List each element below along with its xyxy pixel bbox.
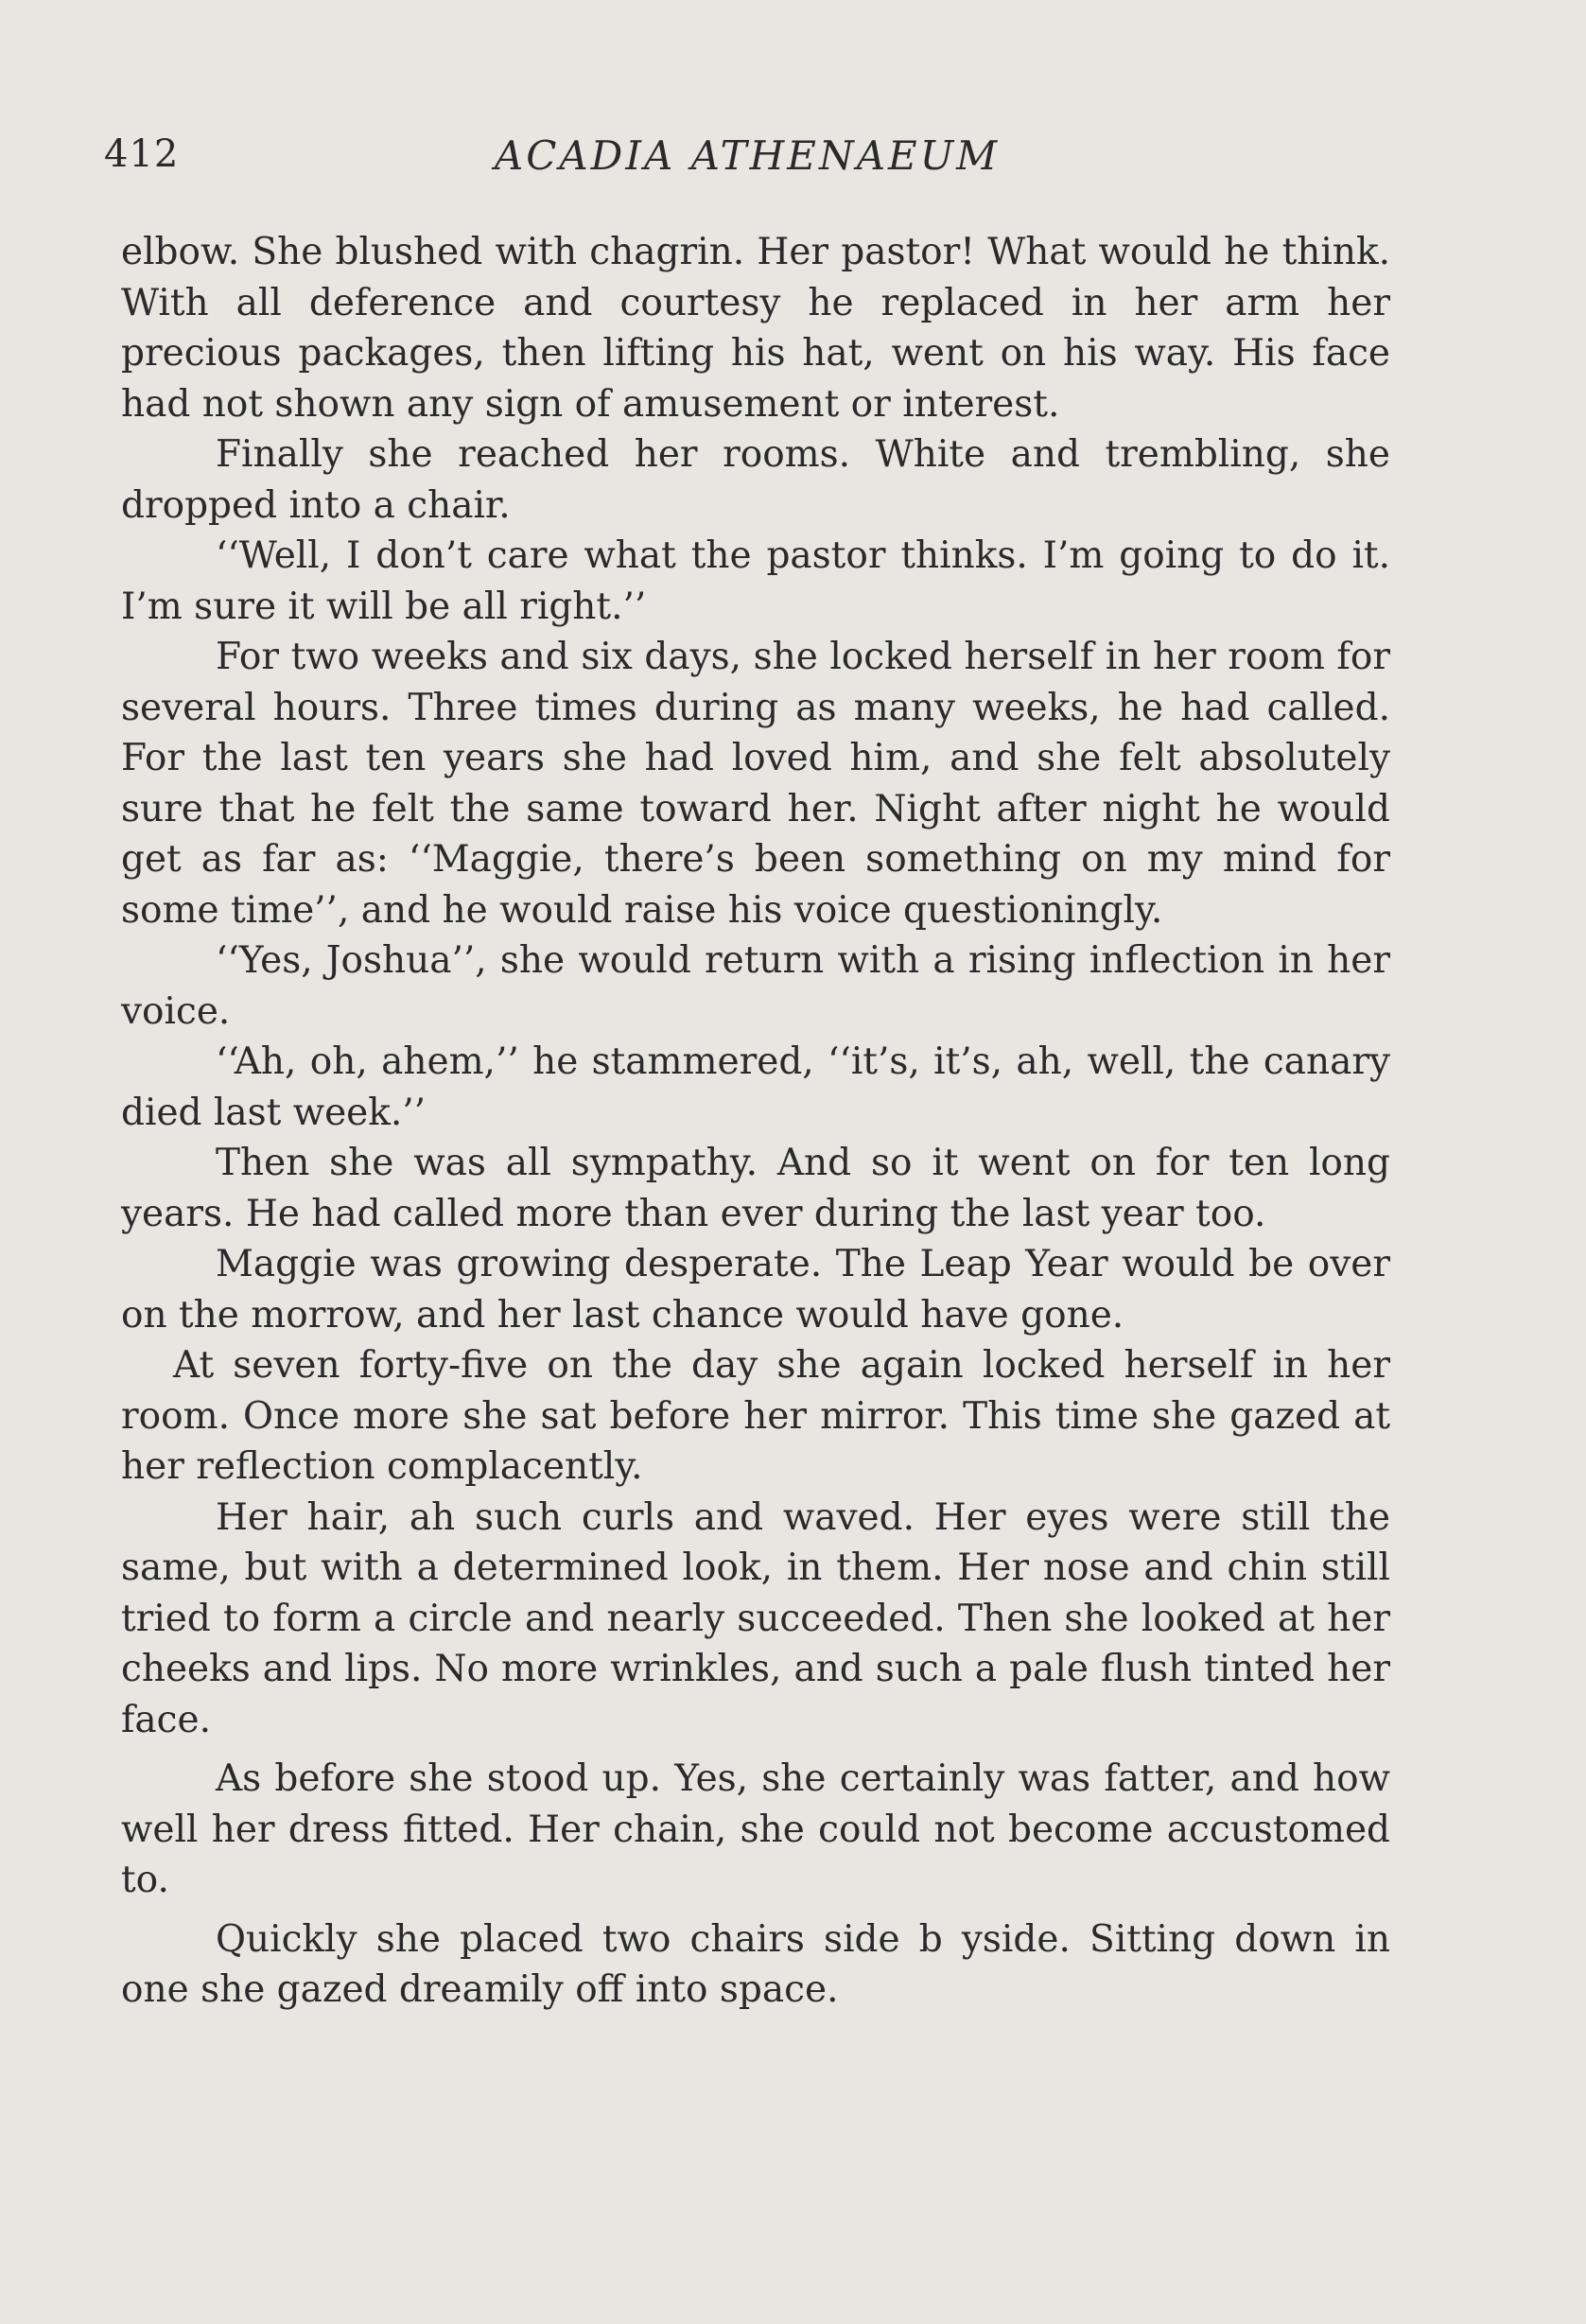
paragraph: ‘‘Yes, Joshua’’, she would return with a rising inflection in her voice. bbox=[121, 939, 1390, 1033]
body-text bbox=[121, 227, 1390, 2016]
paragraph: Finally she reached her rooms. White and trembling, she dropped into a chair. bbox=[121, 433, 1390, 527]
paragraph: ‘‘Ah, oh, ahem,’’ he stammered, ‘‘it’s, it’s, ah, well, the canary died last week.’’ bbox=[121, 1040, 1390, 1134]
paragraph: Quickly she placed two chairs side b yside. Sitting down in one she gazed dreamily off into space. bbox=[121, 1917, 1390, 2011]
paragraph: Maggie was growing desperate. The Leap Year would be over on the morrow, and her last chance would have gone. bbox=[121, 1243, 1390, 1337]
page-header bbox=[104, 132, 1390, 189]
paragraph: Her hair, ah such curls and waved. Her eyes were still the same, but with a determined look, in them. Her nose and chin still tried to form a circle and nearly succeeded. Then she looked at her cheeks and lips. No more wrinkles, and such a pale flush tinted her face. bbox=[121, 1495, 1390, 1741]
paragraph: For two weeks and six days, she locked herself in her room for several hours. Three times during as many weeks, he had called. For the last ten years she had loved him, and she felt absolutely sure that he felt the same toward her. Night after night he would get as far as: ‘‘Maggie, there’s been something on my mind for some time’’, and he would raise his voice questioningly. bbox=[121, 636, 1390, 932]
paragraph: As before she stood up. Yes, she certainly was fatter, and how well her dress fitted. Her chain, she could not become accustomed to. bbox=[121, 1757, 1390, 1901]
paragraph: At seven forty-five on the day she again locked herself in her room. Once more she sat before her mirror. This time she gazed at her reflection complacently. bbox=[121, 1344, 1390, 1488]
paragraph: Then she was all sympathy. And so it went on for ten long years. He had called more than ever during the last year too. bbox=[121, 1142, 1390, 1235]
paragraph: ‘‘Well, I don’t care what the pastor thinks. I’m going to do it. I’m sure it will be all right.’’ bbox=[121, 534, 1390, 628]
page-number: 412 bbox=[104, 132, 180, 176]
running-title: ACADIA ATHENAEUM bbox=[494, 132, 1001, 179]
paragraph: elbow. She blushed with chagrin. Her pastor! What would he think. With all deference and courtesy he replaced in her arm her precious packages, then lifting his hat, went on his way. His face had not shown any sign of amusement or interest. bbox=[121, 231, 1390, 426]
